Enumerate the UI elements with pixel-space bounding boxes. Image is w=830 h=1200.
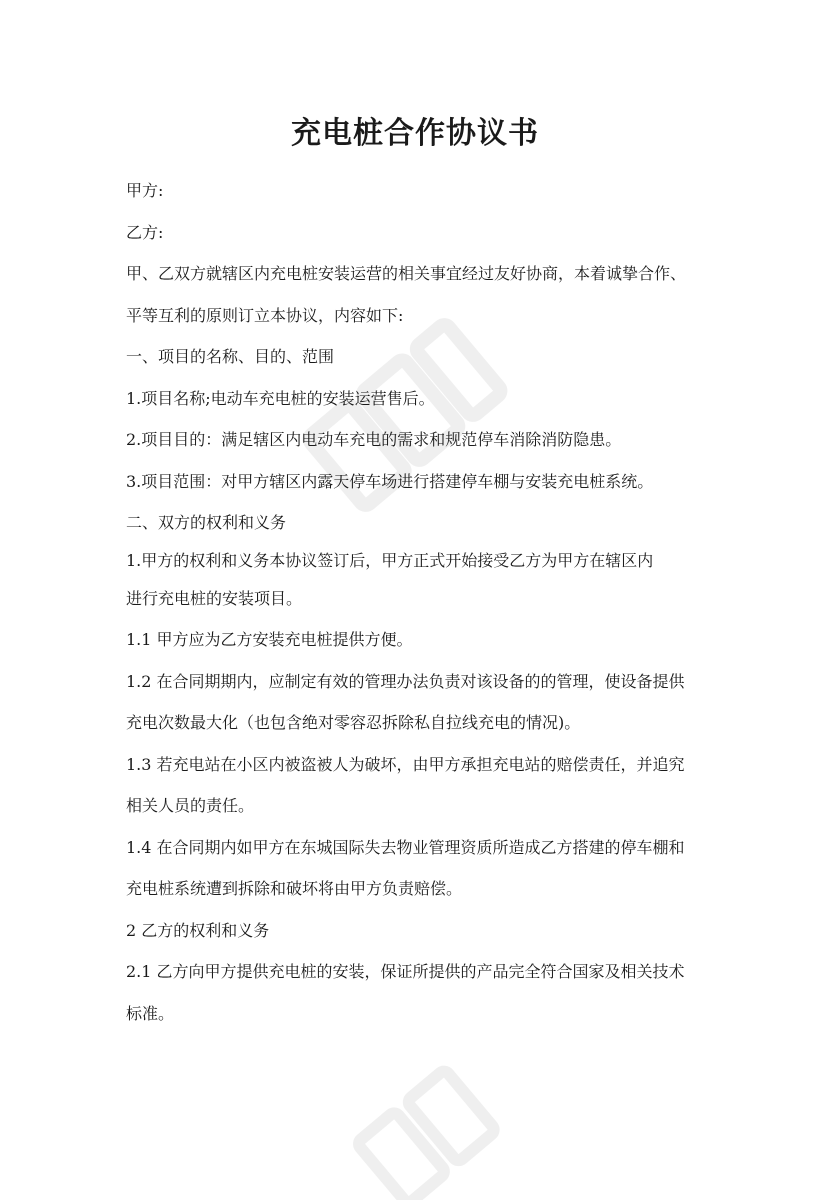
paragraph-line: 甲、乙双方就辖区内充电桩安装运营的相关事宜经过友好协商，本着诚挚合作、 <box>126 264 687 283</box>
paragraph-line: 1.项目名称;电动车充电桩的安装运营售后。 <box>126 388 435 408</box>
document-body <box>126 170 711 1034</box>
paragraph-line: 充电桩系统遭到拆除和破坏将由甲方负责赔偿。 <box>126 879 463 898</box>
paragraph-line: 3.项目范围：对甲方辖区内露天停车场进行搭建停车棚与安装充电桩系统。 <box>126 471 654 491</box>
paragraph-line: 2.项目目的：满足辖区内电动车充电的需求和规范停车消除消防隐患。 <box>126 430 622 449</box>
watermark-graphic <box>350 1060 550 1200</box>
section-heading: 一、项目的名称、目的、范围 <box>126 347 335 366</box>
paragraph-line: 1.2 在合同期期内，应制定有效的管理办法负责对该设备的的管理，使设备提供 <box>126 671 685 691</box>
paragraph-line: 标准。 <box>126 1003 175 1023</box>
paragraph-line: 平等互利的原则订立本协议，内容如下: <box>126 305 404 325</box>
paragraph-line: 1.3 若充电站在小区内被盗被人为破坏，由甲方承担充电站的赔偿责任，并追究 <box>126 754 685 774</box>
paragraph-line: 1.1 甲方应为乙方安装充电桩提供方便。 <box>126 630 413 649</box>
section-heading: 二、双方的权利和义务 <box>126 513 287 532</box>
party-a-line: 甲方: <box>126 181 164 200</box>
paragraph-line: 充电次数最大化（也包含绝对零容忍拆除私自拉线充电的情况)。 <box>126 713 581 732</box>
party-b-line: 乙方: <box>126 222 164 242</box>
paragraph-line: 进行充电桩的安装项目。 <box>126 588 303 608</box>
section-heading: 2 乙方的权利和义务 <box>126 920 270 940</box>
paragraph-line: 1.甲方的权利和义务本协议签订后，甲方正式开始接受乙方为甲方在辖区内 <box>126 550 654 570</box>
paragraph-line: 1.4 在合同期内如甲方在东城国际失去物业管理资质所造成乙方搭建的停车棚和 <box>126 837 685 857</box>
paragraph-line: 相关人员的责任。 <box>126 796 255 815</box>
document-title: 充电桩合作协议书 <box>291 116 539 151</box>
paragraph-line: 2.1 乙方向甲方提供充电桩的安装，保证所提供的产品完全符合国家及相关技术 <box>126 962 685 981</box>
